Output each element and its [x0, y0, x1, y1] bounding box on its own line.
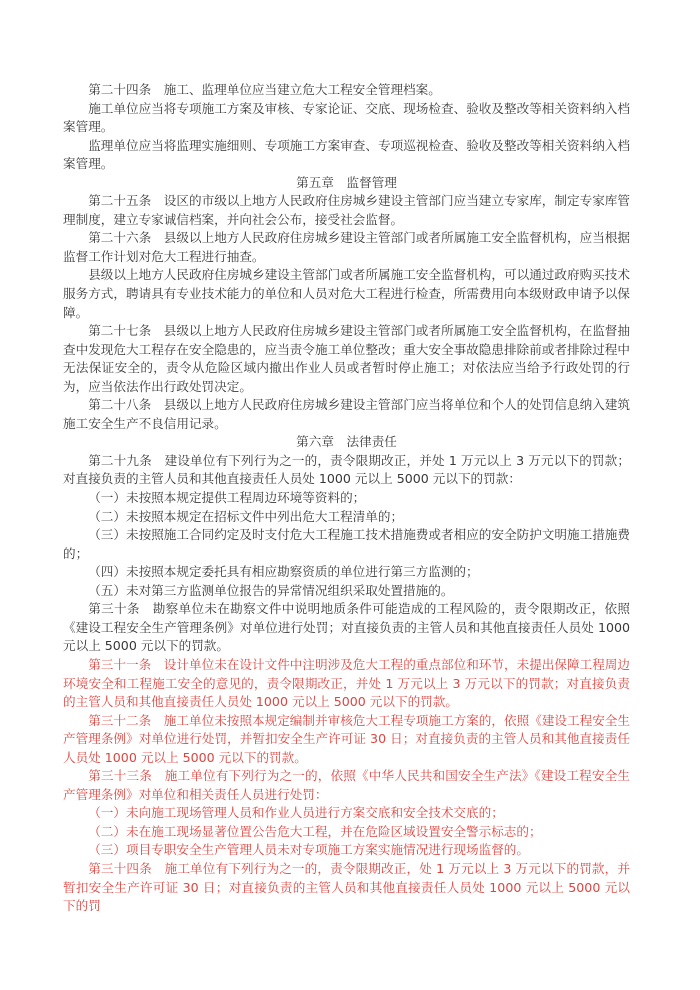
regulation-paragraph: 施工单位应当将专项施工方案及审核、专家论证、交底、现场检查、验收及整改等相关资料纳入档案管理。 — [63, 100, 630, 135]
regulation-paragraph: 第二十四条 施工、监理单位应当建立危大工程安全管理档案。 — [88, 82, 441, 97]
regulation-paragraph: 第三十四条 施工单位有下列行为之一的，责令限期改正，处 1 万元以上 3 万元以下的罚款，并暂扣安全生产许可证 30 日；对直接负责的主管人员和其他直接责任人员处 1000 元以上 5000 元以下的罚 — [63, 860, 630, 914]
regulation-paragraph: 第三十一条 设计单位未在设计文件中注明涉及危大工程的重点部位和环节，未提出保障工程周边环境安全和工程施工安全的意见的，责令限期改正，并处 1 万元以上 3 万元以下的罚款；对直接负责的主管人员和其他直接责任人员处 1000 元以上 5000 元以下的罚款。 — [63, 656, 630, 710]
regulation-paragraph: 第二十八条 县级以上地方人民政府住房城乡建设主管部门应当将单位和个人的处罚信息纳入建筑施工安全生产不良信用记录。 — [63, 397, 630, 431]
regulation-paragraph: 第二十九条 建设单位有下列行为之一的，责令限期改正，并处 1 万元以上 3 万元以下的罚款；对直接负责的主管人员和其他直接责任人员处 1000 元以上 5000 元以下的罚款： — [63, 452, 630, 487]
regulation-paragraph: （五）未对第三方监测单位报告的异常情况组织采取处置措施的。 — [88, 582, 454, 598]
chapter-heading: 第五章 监督管理 — [296, 174, 397, 190]
regulation-paragraph: （三）项目专职安全生产管理人员未对专项施工方案实施情况进行现场监督的。 — [88, 842, 529, 858]
regulation-paragraph: 第三十三条 施工单位有下列行为之一的，依照《中华人民共和国安全生产法》《建设工程安全生产管理条例》对单位和相关责任人员进行处罚： — [63, 768, 630, 802]
regulation-paragraph: （三）未按照施工合同约定及时支付危大工程施工技术措施费或者相应的安全防护文明施工措施费的； — [63, 527, 630, 561]
regulation-paragraph: 第三十二条 施工单位未按照本规定编制并审核危大工程专项施工方案的，依照《建设工程安全生产管理条例》对单位进行处罚，并暂扣安全生产许可证 30 日；对直接负责的主管人员和其他直接责任人员处 1000 元以上 5000 元以下的罚款。 — [63, 712, 630, 765]
regulation-paragraph: （四）未按照本规定委托具有相应勘察资质的单位进行第三方监测的； — [88, 564, 479, 580]
regulation-paragraph: 第三十条 勘察单位未在勘察文件中说明地质条件可能造成的工程风险的，责令限期改正，依照《建设工程安全生产管理条例》对单位进行处罚；对直接负责的主管人员和其他直接责任人员处 1000 元以上 5000 元以下的罚款。 — [63, 601, 630, 654]
regulation-paragraph: （二）未按照本规定在招标文件中列出危大工程清单的； — [88, 508, 404, 524]
regulation-paragraph: 第二十六条 县级以上地方人民政府住房城乡建设主管部门或者所属施工安全监督机构，应当根据监督工作计划对危大工程进行抽查。 — [63, 230, 630, 264]
document-body — [63, 81, 630, 916]
chapter-heading: 第六章 法律责任 — [296, 434, 397, 450]
regulation-paragraph: （一）未按照本规定提供工程周边环境等资料的； — [88, 490, 366, 506]
regulation-paragraph: 第二十五条 设区的市级以上地方人民政府住房城乡建设主管部门应当建立专家库，制定专家库管理制度，建立专家诚信档案，并向社会公布，接受社会监督。 — [63, 193, 630, 227]
regulation-paragraph: （一）未向施工现场管理人员和作业人员进行方案交底和安全技术交底的； — [88, 805, 504, 821]
regulation-paragraph: （二）未在施工现场显著位置公告危大工程，并在危险区域设置安全警示标志的； — [88, 823, 542, 839]
regulation-paragraph: 县级以上地方人民政府住房城乡建设主管部门或者所属施工安全监督机构，可以通过政府购买技术服务方式，聘请具有专业技术能力的单位和人员对危大工程进行检查，所需费用向本级财政申请予以保障。 — [63, 267, 630, 320]
regulation-paragraph: 监理单位应当将监理实施细则、专项施工方案审查、专项巡视检查、验收及整改等相关资料纳入档案管理。 — [63, 137, 630, 172]
regulation-paragraph: 第二十七条 县级以上地方人民政府住房城乡建设主管部门或者所属施工安全监督机构，在监督抽查中发现危大工程存在安全隐患的，应当责令施工单位整改；重大安全事故隐患排除前或者排除过程中无法保证安全的，责令从危险区域内撤出作业人员或者暂时停止施工；对依法应当给予行政处罚的行为，应当依法作出行政处罚决定。 — [63, 323, 630, 394]
